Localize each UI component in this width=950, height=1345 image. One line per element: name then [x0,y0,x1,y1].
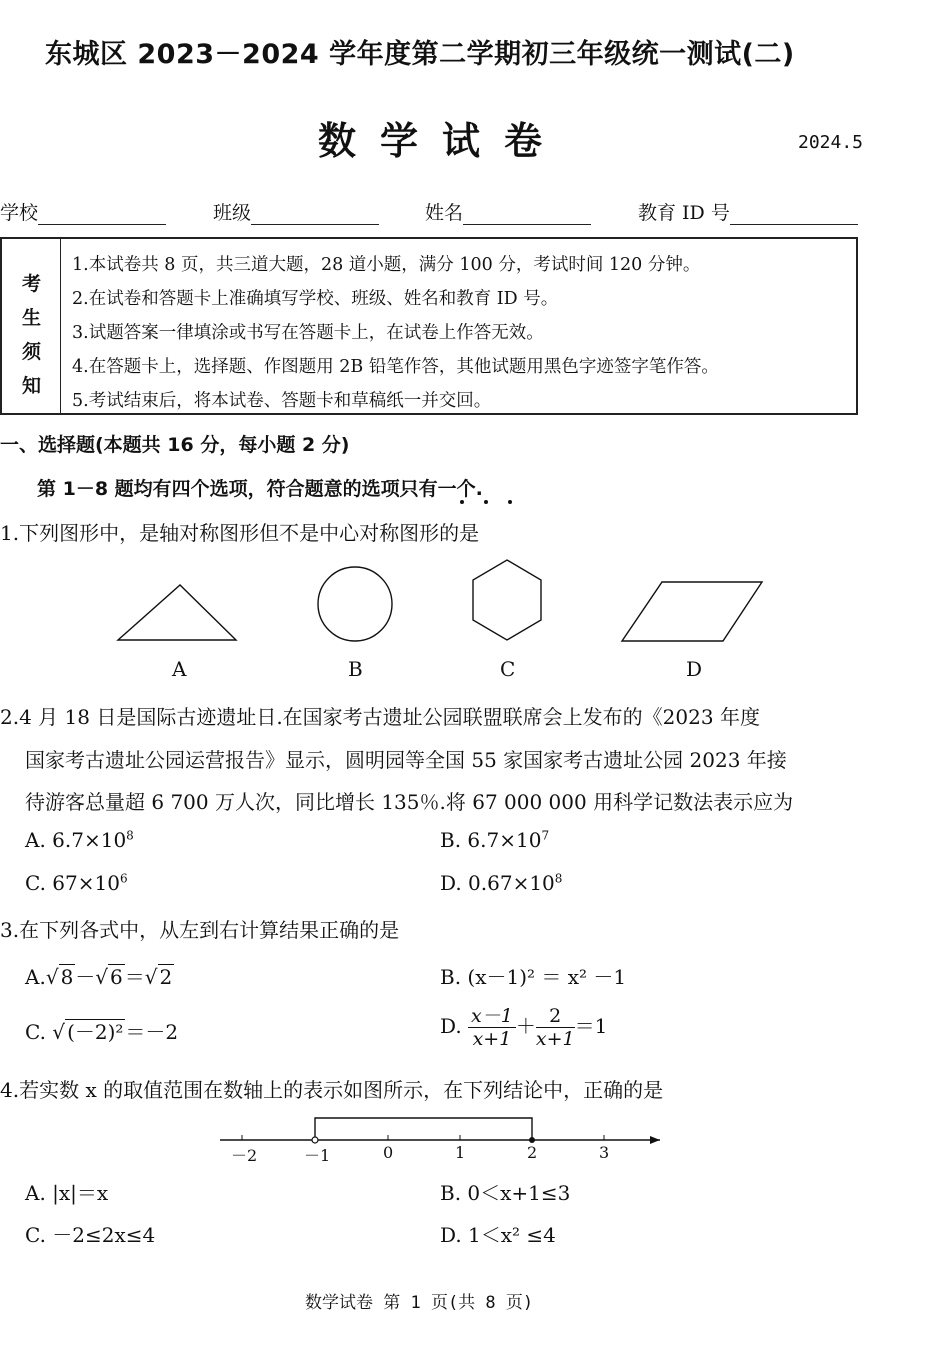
school-label: 学校 [0,202,39,224]
tick-label: 0 [383,1143,394,1162]
notice-item: 3.试题答案一律填涂或书写在答题卡上，在试卷上作答无效。 [72,323,544,343]
tick-label: 1 [455,1143,466,1162]
id-field [638,198,858,225]
q2-option-d: D. $0.67\times 10^8$ [440,871,563,895]
notice-label [2,239,61,413]
q1-label-a: A [172,657,187,681]
question-4-stem: 4.若实数 x 的取值范围在数轴上的表示如图所示，在下列结论中，正确的是 [0,1078,664,1102]
question-2-line: 2.4 月 18 日是国际古迹遗址日.在国家考古遗址公园联盟联席会上发布的《2023 年度 [0,705,760,729]
q4-option-a: A. |x|＝x [25,1181,109,1205]
name-field [425,198,591,225]
hexagon-shape [473,560,541,640]
notice-label-char: 知 [22,375,42,397]
school-field [0,198,166,225]
emphasis-dot [460,500,464,504]
notice-item: 1.本试卷共 8 页，共三道大题，28 道小题，满分 100 分，考试时间 120 分钟。 [72,255,701,275]
q2-option-c: C. $67\times 10^6$ [25,871,128,895]
exam-date: 2024.5 [798,132,864,153]
notice-label-char: 考 [22,273,42,295]
q1-label-d: D [686,657,703,681]
notice-label-char: 生 [22,307,42,329]
section-note: 第 1－8 题均有四个选项，符合题意的选项只有一个. [37,478,483,500]
class-label: 班级 [213,202,252,224]
tick-label: －2 [231,1146,258,1165]
name-label: 姓名 [425,202,464,224]
tick-label: 3 [599,1143,610,1162]
notice-label-char: 须 [22,341,42,363]
name-blank [463,206,591,225]
notice-box [0,237,858,415]
id-blank [730,206,858,225]
page-footer: 数学试卷 第 1 页(共 8 页) [305,1293,534,1313]
q3-option-b: B. (x－1)² ＝ x² －1 [440,965,627,989]
question-2-line: 待游客总量超 6 700 万人次，同比增长 135％.将 67 000 000 用科学记数法表示应为 [25,790,794,814]
fraction: $\frac{x-1}{x+1}$ [468,1005,516,1050]
question-2-line: 国家考古遗址公园运营报告》显示，圆明园等全国 55 家国家考古遗址公园 2023 年接 [25,748,787,772]
parallelogram-shape [622,582,762,641]
triangle-shape [118,585,236,640]
emphasis-dot [508,500,512,504]
id-label: 教育 ID 号 [638,202,730,224]
question-3-stem: 3.在下列各式中，从左到右计算结果正确的是 [0,918,400,942]
q1-label-b: B [348,657,363,681]
emphasis-dot [484,500,488,504]
arrow-icon [650,1136,660,1144]
number-line [0,1110,950,1150]
q4-option-c: C. －2≤2x≤4 [25,1223,156,1247]
notice-item: 4.在答题卡上，选择题、作图题用 2B 铅笔作答，其他试题用黑色字迹签字笔作答。 [72,357,719,377]
notice-item: 5.考试结束后，将本试卷、答题卡和草稿纸一并交回。 [72,391,492,411]
fraction: $\frac{2}{x+1}$ [535,1005,575,1050]
q1-shapes [0,555,950,655]
school-blank [38,206,166,225]
q3-option-c: C. √ (－2)² ＝－2 [25,1020,179,1044]
exam-title: 东城区 2023－2024 学年度第二学期初三年级统一测试(二) [45,39,795,70]
q3-option-a: A.√ 8 －√ 6 ＝√ 2 [25,965,173,989]
q1-label-c: C [500,657,516,681]
class-blank [251,206,379,225]
circle-shape [318,567,392,641]
q2-option-a: A. $6.7\times 10^8$ [25,828,134,852]
q4-option-d: D. 1＜x² ≤4 [440,1223,556,1247]
notice-item: 2.在试卷和答题卡上准确填写学校、班级、姓名和教育 ID 号。 [72,289,559,309]
range-bracket [315,1118,532,1140]
tick-label: －1 [304,1146,331,1165]
q2-option-b: B. $6.7\times 10^7$ [440,828,550,852]
tick-label: 2 [527,1143,538,1162]
section-heading: 一、选择题(本题共 16 分，每小题 2 分) [0,434,350,456]
class-field [213,198,379,225]
paper-title: 数学试卷 [318,118,567,163]
q4-option-b: B. 0＜x+1≤3 [440,1181,571,1205]
q3-option-d: D. $\frac{x-1}{x+1}$ ＋ $\frac{2}{x+1}$ ＝1 [440,1005,608,1050]
question-1-stem: 1.下列图形中，是轴对称图形但不是中心对称图形的是 [0,521,480,545]
